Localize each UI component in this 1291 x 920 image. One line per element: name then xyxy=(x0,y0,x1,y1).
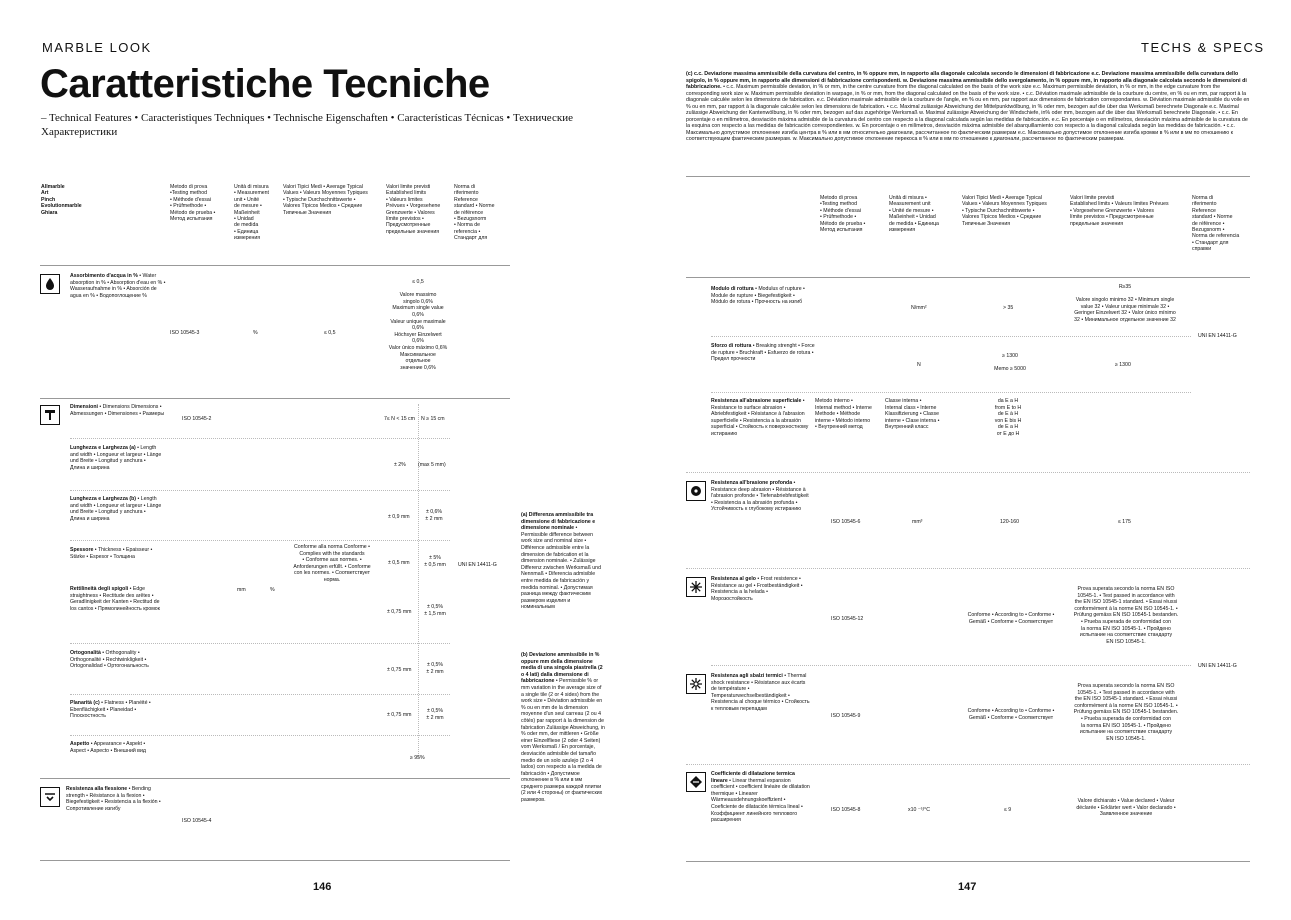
header-unit-right: Unità di misura • Measurement unit • Unité de mesure • Maßeinheit • Unidad de medida • Единица измерения xyxy=(889,195,939,234)
length-b-value-2: ± 0,6% ± 2 mm xyxy=(425,509,443,522)
flexion-label: Resistenza alla flessione • Bending strength • Résistance à la flexion • Biegefestigkeit • Resistencia a la flexión • Сопротивление изгибу xyxy=(66,786,161,812)
water-label: Assorbimento d'acqua in % • Water absorption in % • Absorption d'eau en % • Wasseraufnahme in % • Absorción de agua en % • Водопоглощение % xyxy=(70,273,166,299)
expansion-method: ISO 10545-8 xyxy=(831,807,861,813)
frost-method: ISO 10545-12 xyxy=(831,616,864,622)
curvature-note: (c) c.c. Deviazione massima ammissibile della curvatura del centro, in % oppure mm, in rapporto alla diagonale calcolata secondo le dimensioni di fabbricazione e.c. Deviazione massima ammissibile della curvatura dello spigolo, in % oppure mm, in rapporto alle dimensioni di fabbricazione corrispondenti. w. Deviazione massima ammissibile dello svergolamento, in % oppure mm, in rapporto alla diagonale calcolata secondo le dimensioni di fabbricazione. • c.c. Maximum permissible deviation, in % or mm, in the centre curvature from the diagonal calculated on the basis of the work size e.c. Maximum permissible deviation, in % or mm, in the edge curvature from the corresponding work size w. Maximum permissible deviation in warpage, in % or mm, from the diagonal calculated on the basis of the work size. • c.c. Déviation maximale admissible de la courbure du centre, en % ou en mm, par rapport à la diagonale calculée selon les dimensions de fabrication. e.c. Déviation maximale admissible de la courbure de l'angle, en % ou en mm, par rapport aux dimensions de fabrication correspondantes. w. Déviation maximale admissible du voile en % ou en mm, par rapport à la diagonale calculée selon les dimensions de fabrication. • c.c. Maximal zulässige Abweichung der Mittelpunktwölbung, in % oder mm, bezogen auf die über das Werksmaß berechnete Diagonale e.c. Maximal zulässige Abweichung der Kantenwölbung, in % oder mm, bezogen auf das zugehörige Werksmaß w. Maximal zulässige Abweichung der Windschiefe, in% oder mm, bezogen auf die über das Werksmaß berechnete Diagonale. • c.c. En porcentaje o en milímetros, desviación máxima admisible de la curvatura del centro con respecto a la diagonal calculada según las medidas de fabricación. e.c. En porcentaje o en milímetros, desviación máxima admisible de la curvatura de la esquina con respecto a las medidas de fabricación correspondientes. w. En porcentaje o en milímetros, desviación máxima admisible del abarquillamiento con respecto a la diagonal calculada según las medidas de fabricación. • c.c. Максимально допустимое отклонение изгиба центра в % или в мм относительно диагонали, рассчитанное по фактическим размерам e.c. Максимально допустимое отклонение изгиба кромки в % или в мм по отношению к соответствующим фактическим размерам. w. Максимально допустимое отклонение перекоса в % или в мм по отношению к диагонали, рассчитанное по фактическим размерам. xyxy=(686,71,1250,142)
length-a-value-2: (max 5 mm) xyxy=(418,462,446,468)
straightness-value-1: ± 0,75 mm xyxy=(387,609,412,615)
appearance-label: Aspetto • Appearance • Aspekt • Aspect • Aspecto • Внешний вид xyxy=(70,741,146,754)
header-limit: Valori limite previsti Established limits • Valeurs limites Prévues • Vorgesehene Grenzwerte • Valores límite previstos • Предусмотренные предельные значения xyxy=(386,184,441,235)
breaking-force-unit: N xyxy=(917,362,921,368)
breaking-force-label: Sforzo di rottura • Breaking strenght • Force de rupture • Bruchkraft • Esfuerzo de rotura • Предел прочности xyxy=(711,343,815,363)
water-unit: % xyxy=(253,330,258,336)
header-standard-right: Norma di riferimento Reference standard • Norme de référence • Bezugsnorm • Norma de referencia • Стандарт для справки xyxy=(1192,195,1240,253)
water-method: ISO 10545-3 xyxy=(170,330,200,336)
thermal-shock-limit: Prova superata secondo la norma EN ISO 10545-1. • Test passed in accordance with the EN ISO 10545-1 standard. • Essai réussi conformément à la norme EN ISO 10545-1. • Prüfung gemäss EN ISO 10545-1 bestanden. • Prueba superada de conformidad con la norma EN ISO 10545-1. • Пройдено испытание на соответствие стандарту EN ISO 10545-1. xyxy=(1073,683,1179,742)
dim-typical: Conforme alla norma Conforme • Complies with the standards • Conforme aux normes. • Anforderungen erfüllt. • Conforme con les normes. • Соответствует норма. xyxy=(293,544,371,583)
page-number-right: 147 xyxy=(958,881,977,893)
thermal-shock-icon xyxy=(686,674,706,694)
deep-abrasion-limit: ≤ 175 xyxy=(1118,519,1131,525)
flatness-value-2: ± 0,5% ± 2 mm xyxy=(426,708,444,721)
frost-label: Resistenza al gelo • Frost resistence • Résistance au gel • Frostbeständigkeit • Resistencia a la helada • Морозостойкость xyxy=(711,576,803,602)
deep-abrasion-label: Resistenza all'brasione profonda • Resistance deep abrasion • Résistance à l'abrasion profonde • Tiefenabriebfestigkeit • Resistencia a la abrasión profunda • Устойчивость к глубокому истиранию xyxy=(711,480,809,513)
water-typical: ≤ 0,5 xyxy=(324,330,336,336)
orthogonality-value-1: ± 0,75 mm xyxy=(387,667,412,673)
orthogonality-label: Ortogonalità • Orthogonality • Orthogonalité • Rechtwinkligkeit • Ortogonalidad • Ортогональность xyxy=(70,650,149,670)
header-typical-right: Valori Tipici Medi • Average Typical Values • Valeurs Moyennes Typiques • Typische Durchschnittswerte • Valores Típicos Medios • Средние Типичные Значения xyxy=(962,195,1047,227)
dim-unit-percent: % xyxy=(270,587,275,593)
flatness-value-1: ± 0,75 mm xyxy=(387,712,412,718)
header-typical: Valori Tipici Medi • Average Typical Values • Valeurs Moyennes Typiques • Typische Durchschnittswerte • Valores Típicos Medios • Средние Типичные Значения xyxy=(283,184,368,216)
caliper-icon xyxy=(40,405,60,425)
thermal-shock-typical: Conforme • According to • Conforme • Gemäß • Conforme • Соответствует xyxy=(967,708,1055,721)
thickness-value-2: ± 5% ± 0,5 mm xyxy=(424,555,446,568)
modulus-label: Modulo di rottura • Modulus of rupture • Module de rupture • Biegefestigkeit • Módulo de rotura • Прочность на изгиб xyxy=(711,286,805,306)
water-limit: ≤ 0,5 Valore massimo singolo 0,6% Maximum single value 0,6% Valeur unique maximale 0,6% Höchsyer Einzelwert 0,6% Valor único máximo 0,6% Максимальное отдельное значение 0,6% xyxy=(388,279,448,371)
header-method-right: Metodo di prova •Testing method • Méthode d'essai • Prüfmethode • Método de prueba • Метод испытания xyxy=(820,195,866,234)
expansion-typical: ≤ 9 xyxy=(1004,807,1012,813)
length-a-value-1: ± 2% xyxy=(394,462,406,468)
modulus-typical: > 35 xyxy=(1003,305,1014,311)
straightness-label: Rettilineità degli spigoli • Edge straightness • Rectitude des arêtes • Geradlinigkeit der Kanten • Rectitud de los cantos • Прямолинейность кромок xyxy=(70,586,160,612)
surface-abrasion-typical: da E a H from E to H de E à H von E bis H de E a H от Е до Н xyxy=(994,398,1022,437)
dimensions-col-b: N ≥ 15 cm xyxy=(421,416,445,422)
page-number-left: 146 xyxy=(313,881,332,893)
note-b: (b) Deviazione ammissibile in % oppure mm della dimensione media di una singola piastrella (2 o 4 lati) dalla dimensione di fabbricazione • Permissible % or mm variation in the average size of a single tile (2 or 4 sides) from the work size • Déviation admissible en % ou en mm de la dimension moyenne d'un seul carreau (2 ou 4 côtés) par rapport à la dimension de fabrication Zulässige Abweichung, in % oder mm, der mittleren • Größe einer Einzelfliese (2 oder 4 Seiten) vom Werksmaß / En porcentaje, desviación admisible del tamaño medio de un solo azulejo (2 o 4 lados) con respecto a la medida de fabricación • Допустимое отклонение в % или в мм среднего размера каждой плитки (2 или 4 стороны) от фактических размеров. xyxy=(521,652,605,804)
expansion-limit: Valore dichiarato • Value declared • Valeur déclarée • Erklärter wert • Valor declarado • Заявленное значение xyxy=(1076,798,1176,818)
length-a-label: Lunghezza e Larghezza (a) • Length and width • Longueur et largeur • Länge und Breite • Longitud y anchura • Длина и ширина xyxy=(70,445,162,471)
surface-abrasion-method: Metodo interno • Internal method • Interne Methode • Méthode interne • Método interno • Внутренний метод xyxy=(815,398,872,431)
expansion-icon xyxy=(686,772,706,792)
header-product: Allmarble Art Pinch Evolutionmarble Ghiara xyxy=(41,184,82,216)
modulus-limit: R≥35 Valore singolo minimo 32 • Minimum single value 32 • Valeur unique minimale 32 • Geringer Einzelwert 32 • Valor único mínimo 32 • Минимальное отдельное значение 32 xyxy=(1074,284,1176,323)
header-limit-right: Valori limite previsti Established limits • Valeurs limites Prévues • Vorgesehene Grenzwerte • Valores límite previstos • Предусмотренные предельные значения xyxy=(1070,195,1169,227)
length-b-value-1: ± 0,9 mm xyxy=(388,514,410,520)
thickness-label: Spessore • Thickness • Epaisseur • Stärke • Espesor • Толщина xyxy=(70,547,153,560)
breaking-force-limit: ≥ 1300 xyxy=(1115,362,1131,368)
surface-abrasion-unit: Classe interna • Internal class • Interne Klassifizierung • Classe interne • Clase interna • Внутренний класс xyxy=(885,398,940,431)
deep-abrasion-typical: 120-160 xyxy=(1000,519,1020,525)
dimensions-col-a: 7≤ N < 15 cm xyxy=(384,416,415,422)
eyebrow-left: MARBLE LOOK xyxy=(42,40,152,55)
page-subtitle: – Technical Features • Caracteristiques Techniques • Technische Eigenschaften • Características Técnicas • Технические Характеристики xyxy=(41,112,573,138)
flex-standard: UNI EN 14411-G xyxy=(1198,333,1237,339)
page-title: Caratteristiche Tecniche xyxy=(40,62,490,106)
header-method: Metodo di prova •Testing method • Méthode d'essai • Prüfmethode • Método de prueba • Метод испытания xyxy=(170,184,216,223)
header-unit: Unità di misura • Measurement unit • Unité de mesure • Maßeinheit • Unidad de medida • Единица измерения xyxy=(234,184,269,242)
frost-typical: Conforme • According to • Conforme • Gemäß • Conforme • Соответствует xyxy=(967,612,1055,625)
deep-abrasion-method: ISO 10545-6 xyxy=(831,519,861,525)
note-a: (a) Differenza ammissibile tra dimensione di fabbricazione e dimensione nominale • Permissible difference between work size and nominal size • Différence admissible entre la dimension de fabrication et la dimension nominale. • Zulässige Differenz zwischen Werksmaß und Nennmaß • Diferencia admisible entre medida de fabricación y medida nominal. • Допустимая разница между фактическим размером изделия и номинальным xyxy=(521,512,601,611)
straightness-value-2: ± 0,5% ± 1,5 mm xyxy=(424,604,446,617)
thermal-shock-label: Resistenza agli sbalzi termici • Thermal shock resistance • Résistance aux écarts de température • Temperaturwechselbeständigkeit • Resistencia al choque térmico • Стойкость к тепловым перепадам xyxy=(711,673,810,712)
snowflake-icon xyxy=(686,577,706,597)
flexion-method: ISO 10545-4 xyxy=(182,818,212,824)
orthogonality-value-2: ± 0,5% ± 2 mm xyxy=(426,662,444,675)
modulus-unit: N/mm² xyxy=(911,305,927,311)
header-standard: Norma di riferimento Reference standard • Norme de référence • Bezugsnorm • Norma de referencia • Стандарт для xyxy=(454,184,495,242)
length-b-label: Lunghezza e Larghezza (b) • Length and width • Longueur et largeur • Länge und Breite • Longitud y anchura • Длина и ширина xyxy=(70,496,162,522)
flatness-label: Planarità (c) • Flatness • Planéité • Ebenflächigkeit • Planeidad • Плоскостность xyxy=(70,700,151,720)
breaking-force-typical: ≥ 1300 Memo ≥ 5000 xyxy=(994,353,1026,373)
bending-icon xyxy=(40,787,60,807)
expansion-label: Coefficiente di dilatazione termica lineare • Linear thermal expansion coefficient • coefficient linéaire de dilatation thermique • Linearer Wärmeausdehnungskoeffizient • Coeficiente de dilatación térmica lineal • Коэффициент линейного теплового расширения xyxy=(711,771,810,824)
thermal-shock-method: ISO 10545-9 xyxy=(831,713,861,719)
appearance-value: ≥ 95% xyxy=(410,755,425,761)
surface-abrasion-label: Resistenza all'abrasione superficiale • Resistance to surface abrasion • Abriebfestigkeit • Résistance à l'abrasion superficielle • Resistencia a la abrasión superficial • Стойкость к поверхностному истиранию xyxy=(711,398,809,437)
dim-unit-mm: mm xyxy=(237,587,246,593)
water-drop-icon xyxy=(40,274,60,294)
dim-standard: UNI EN 14411-G xyxy=(458,562,497,568)
deep-abrasion-unit: mm³ xyxy=(912,519,923,525)
dimensions-method: ISO 10545-2 xyxy=(182,416,212,422)
eyebrow-right: TECHS & SPECS xyxy=(1141,40,1265,55)
thickness-value-1: ± 0,5 mm xyxy=(388,560,410,566)
frost-standard: UNI EN 14411-G xyxy=(1198,663,1237,669)
abrasion-disc-icon xyxy=(686,481,706,501)
dimensions-label: Dimensioni • Dimensions Dimensions • Abmessungen • Dimensiones • Размеры xyxy=(70,404,165,417)
expansion-unit: x10 ⁻⁶/°C xyxy=(908,807,930,813)
frost-limit: Prova superata secondo la norma EN ISO 10545-1. • Test passed in accordance with the EN ISO 10545-1 standard. • Essai réussi conformément à la norme EN ISO 10545-1. • Prüfung gemäss EN ISO 10545-1 bestanden. • Prueba superada de conformidad con la norma EN ISO 10545-1. • Пройдено испытание на соответствие стандарту EN ISO 10545-1. xyxy=(1073,586,1179,645)
